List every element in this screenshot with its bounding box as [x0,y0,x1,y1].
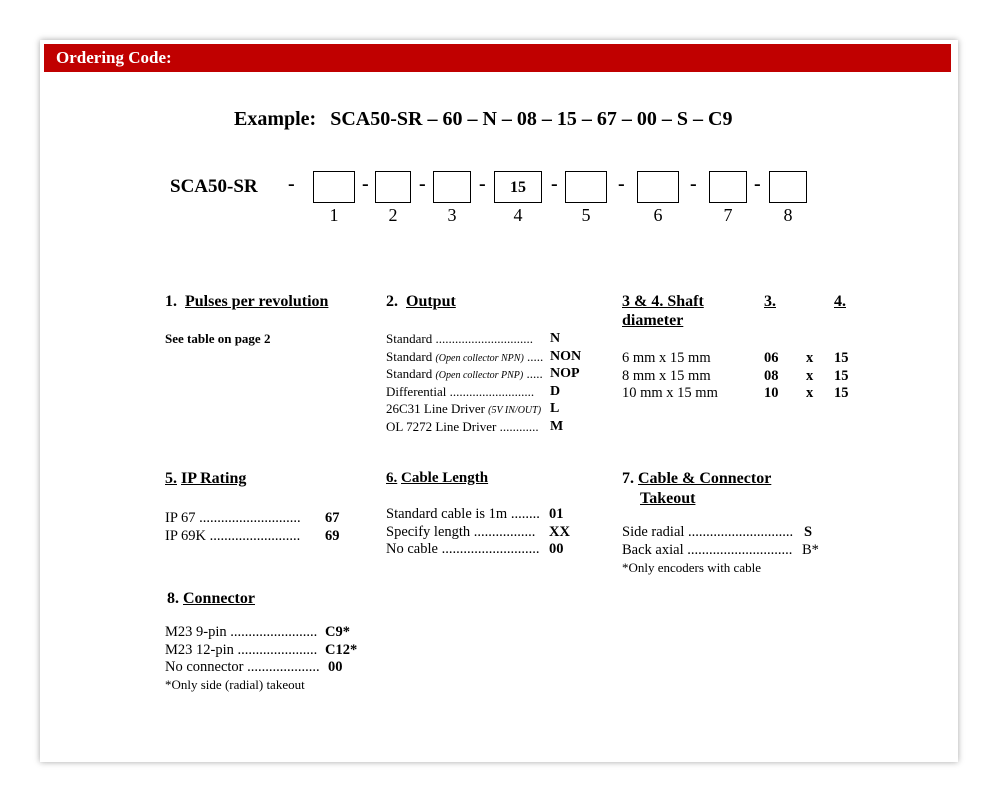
section-shaft-heading: 3 & 4. Shaft [622,293,704,310]
list-item: M23 12-pin ...................... C12* [165,641,358,658]
code-box-index: 5 [581,205,591,225]
code-separator: - [690,173,697,195]
code-separator: - [362,173,369,195]
ordering-code-banner [44,44,951,72]
list-item: Standard .............................. N [386,331,561,346]
example-code: SCA50-SR – 60 – N – 08 – 15 – 67 – 00 – S – C9 [330,108,733,130]
code-separator: - [479,173,486,195]
code-box-7[interactable] [709,171,747,203]
code-box-3[interactable] [433,171,471,203]
code-box-index: 6 [653,205,663,225]
pulses-note: See table on page 2 [165,331,271,346]
connector-list [165,624,385,677]
takeout-note: *Only encoders with cable [622,560,761,575]
code-box-index: 8 [783,205,793,225]
section-ip-heading: 5. IP Rating [165,470,247,487]
table-row: 10 mm x 15 mm 10 x 15 [622,385,849,401]
section-takeout-heading: 7. Cable & Connector [622,470,772,487]
list-item: No cable ........................... 00 [386,541,564,557]
list-item: Standard (Open collector PNP) ..... NOP [386,366,580,381]
code-box-index: 7 [723,205,733,225]
list-item: Side radial ............................. S [622,524,813,540]
code-separator: - [551,173,558,195]
shaft-table [622,350,862,404]
code-box-index: 4 [513,205,523,225]
output-list [386,330,596,435]
example-line [234,108,732,131]
shaft-col-4-header: 4. [834,293,846,310]
list-item: No connector .................... 00 [165,659,343,675]
list-item: 26C31 Line Driver (5V IN/OUT) L [386,401,560,416]
code-box-6[interactable] [637,171,679,203]
takeout-list [622,524,862,559]
document-page [40,40,958,762]
connector-note: *Only side (radial) takeout [165,677,305,692]
section-pulses-heading: 1. Pulses per revolution [165,293,329,310]
list-item: OL 7272 Line Driver ............ M [386,418,564,434]
code-box-index: 1 [329,205,339,225]
section-shaft-heading-2: diameter [622,312,684,329]
list-item: Differential .......................... D [386,383,561,399]
banner-title: Ordering Code: [56,48,172,67]
table-row: 8 mm x 15 mm 08 x 15 [622,367,849,384]
example-label: Example: [234,108,317,130]
code-separator: - [754,173,761,195]
code-box-index: 2 [388,205,398,225]
list-item: M23 9-pin ........................ C9* [165,624,350,640]
code-box-2[interactable] [375,171,411,203]
table-row: 6 mm x 15 mm 06 x 15 [622,350,849,366]
list-item: IP 69K ......................... 69 [165,528,340,544]
ip-list [165,510,365,546]
section-connector-heading: 8. Connector [167,590,255,607]
section-takeout-heading-2: Takeout [640,490,696,507]
list-item: Standard cable is 1m ........ 01 [386,506,564,522]
list-item: Standard (Open collector NPN) ..... NON [386,348,582,364]
code-prefix: SCA50-SR [170,176,258,197]
code-separator: - [618,173,625,195]
code-box-4[interactable]: 15 [494,171,542,203]
shaft-col-3-header: 3. [764,293,776,310]
code-separator: - [419,173,426,195]
cable-list [386,506,606,559]
list-item: Back axial ............................. B* [622,541,819,558]
code-box-8[interactable] [769,171,807,203]
code-separator: - [288,173,295,195]
list-item: Specify length ................. XX [386,523,570,540]
code-box-5[interactable] [565,171,607,203]
section-output-heading: 2. Output [386,293,456,310]
section-cable-heading: 6. Cable Length [386,470,489,486]
code-box-1[interactable] [313,171,355,203]
list-item: IP 67 ............................ 67 [165,510,340,526]
code-box-index: 3 [447,205,457,225]
